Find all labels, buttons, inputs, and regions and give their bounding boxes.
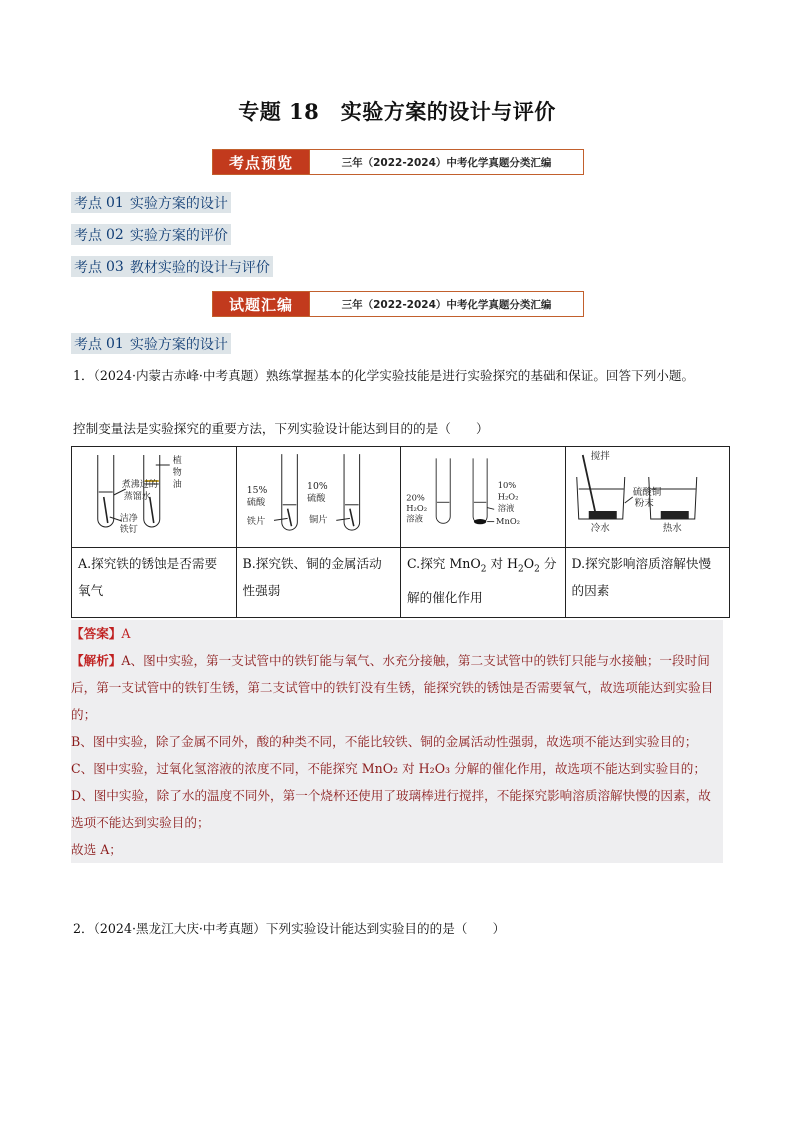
analysis-label: 【解析】 (71, 653, 122, 668)
topic-prefix: 考点 (74, 195, 102, 212)
topic-prefix: 考点 (74, 259, 102, 276)
figure-a-drawing (72, 447, 236, 547)
figure-c (401, 447, 566, 548)
fig-c-label: MnO₂ (495, 516, 521, 527)
option-c-sub: 2 (534, 564, 540, 575)
option-c-text: 分解的催化作用 (407, 556, 557, 605)
option-c-text: O (523, 556, 535, 571)
answer-value: A (121, 626, 131, 641)
figure-b (236, 447, 401, 548)
analysis-line: D、图中实验，除了水的温度不同外，第一个烧杯还使用了玻璃棒进行搅拌，不能探究影响溶质溶解快慢的因素，故选项不能达到实验目的； (71, 788, 711, 830)
topic-label: 实验方案的评价 (129, 227, 228, 244)
analysis-line: 故选 A； (71, 842, 122, 857)
figure-b-drawing (237, 447, 401, 547)
analysis-line: C、图中实验，过氧化氢溶液的浓度不同，不能探究 MnO₂ 对 H₂O₃ 分解的催化作用，故选项不能达到实验目的； (71, 761, 706, 776)
topic-number: 01 (106, 194, 124, 211)
topic-number: 02 (106, 226, 124, 243)
figure-a (72, 447, 237, 548)
preview-banner (212, 149, 584, 175)
fig-b-label: 硫酸 (246, 496, 265, 508)
fig-a-label: 油 (172, 480, 182, 490)
fig-a-label: 植 (172, 456, 182, 466)
question-1-stem: 1．（2024·内蒙古赤峰·中考真题）熟练掌握基本的化学实验技能是进行实验探究的基础和保证。回答下列小题。 (73, 368, 695, 383)
fig-c-label: 20% (406, 492, 425, 503)
fig-a-label: 铁钉 (119, 525, 138, 535)
fig-a-label: 洁净 (119, 514, 138, 524)
page-title: 专题 18 实验方案的设计与评价 (238, 99, 556, 124)
fig-b-label: 硫酸 (306, 492, 326, 504)
topic-link-01[interactable] (71, 192, 231, 213)
figure-d-drawing (566, 447, 730, 547)
fig-d-label: 热水 (662, 523, 682, 534)
section-heading (71, 333, 231, 354)
fig-b-label: 10% (306, 481, 328, 493)
option-d: D.探究影响溶质溶解快慢的因素 (565, 548, 730, 618)
option-c (401, 548, 566, 618)
fig-a-label: 蒸馏水 (123, 492, 151, 502)
banner-description: 三年（2022-2024）中考化学真题分类汇编 (341, 156, 552, 169)
fig-a-label: 物 (172, 468, 182, 478)
answer-line (71, 620, 723, 647)
fig-b-label: 铁片 (246, 516, 265, 528)
topic-link-03[interactable] (71, 256, 273, 277)
compilation-banner (212, 291, 584, 317)
fig-d-label: 硫酸铜 (632, 487, 661, 498)
topic-label: 教材实验的设计与评价 (129, 259, 270, 276)
answer-label: 【答案】 (71, 626, 122, 641)
topic-prefix: 考点 (74, 227, 102, 244)
solution-block (71, 620, 723, 863)
banner-tag: 考点预览 (213, 150, 310, 174)
option-c-sub: 2 (518, 564, 524, 575)
fig-b-label: 铜片 (308, 514, 328, 526)
analysis-line: B、图中实验，除了金属不同外，酸的种类不同，不能比较铁、铜的金属活动性强弱，故选项不能达到实验目的； (71, 734, 698, 749)
fig-c-label: 溶液 (406, 513, 423, 524)
topic-link-02[interactable] (71, 224, 231, 245)
option-c-text: C.探究 MnO (407, 556, 481, 571)
fig-d-label: 粉末 (634, 498, 654, 509)
analysis-line (71, 647, 723, 728)
fig-c-label: H₂O₂ (406, 503, 428, 514)
fig-c-label: 10% (497, 480, 517, 491)
option-b: B.探究铁、铜的金属活动性强弱 (236, 548, 401, 618)
figure-c-drawing (401, 447, 565, 547)
topic-number: 03 (106, 258, 124, 275)
fig-d-label: 冷水 (590, 523, 610, 534)
fig-d-label: 搅拌 (590, 451, 610, 462)
analysis-text: A、图中实验，第一支试管中的铁钉能与氧气、水充分接触，第二支试管中的铁钉只能与水接触；一段时间后，第一支试管中的铁钉生锈，第二支试管中的铁钉没有生锈，能探究铁的锈蚀是否需要氧气，故选项能达到实验目的； (71, 653, 714, 722)
banner-tag: 试题汇编 (213, 292, 310, 316)
question-1-subprompt: 控制变量法是实验探究的重要方法，下列实验设计能达到目的的是（ ） (73, 421, 489, 436)
question-2-stem: 2．（2024·黑龙江大庆·中考真题）下列实验设计能达到实验目的的是（ ） (73, 921, 506, 936)
topic-label: 实验方案的设计 (129, 336, 228, 353)
topic-prefix: 考点 (74, 336, 102, 353)
topic-number: 01 (106, 335, 124, 352)
topic-label: 实验方案的设计 (129, 195, 228, 212)
option-c-text: 对 H (486, 556, 519, 571)
banner-description: 三年（2022-2024）中考化学真题分类汇编 (341, 298, 552, 311)
fig-b-label: 15% (246, 485, 267, 497)
options-table (71, 446, 730, 618)
figure-d (565, 447, 730, 548)
fig-c-label: 溶液 (497, 503, 515, 514)
fig-c-label: H₂O₂ (497, 491, 519, 502)
fig-a-label: 煮沸过的 (121, 480, 158, 490)
option-a: A.探究铁的锈蚀是否需要氧气 (72, 548, 237, 618)
option-c-sub: 2 (480, 564, 487, 575)
